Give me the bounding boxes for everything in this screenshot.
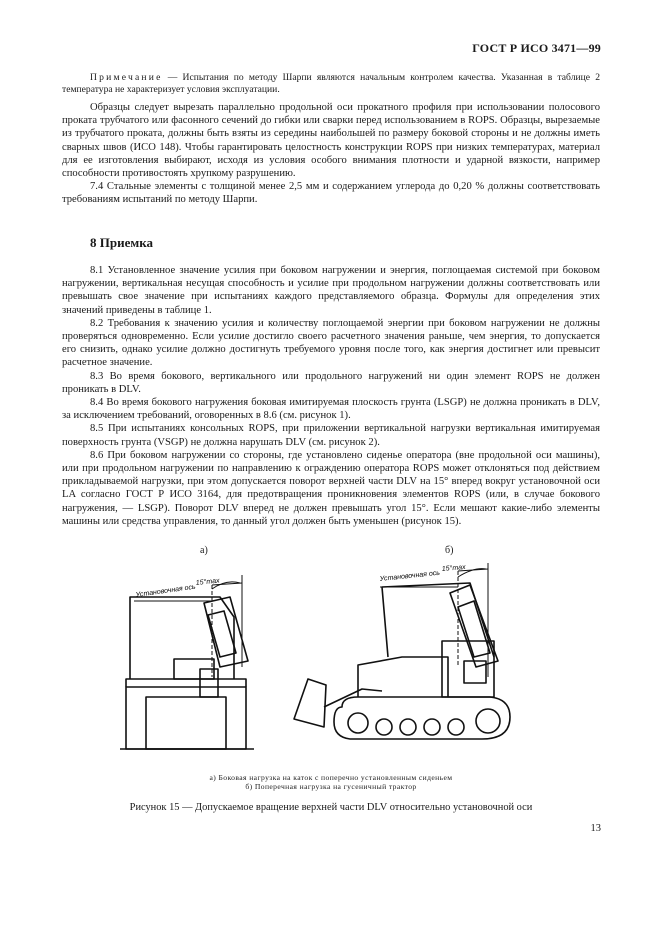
paragraph-8-3: 8.3 Во время бокового, вертикального или продольного нагружений ни один элемент ROPS не должен проникать в DLV. [62, 370, 600, 395]
roller-angle-label: 15°max [195, 577, 220, 587]
text-block-top [62, 101, 600, 207]
figure-subcaption-b: б) Поперечная нагрузка на гусеничный трактор [245, 782, 417, 791]
paragraph-8-1: 8.1 Установленное значение усилия при боковом нагружении и энергия, поглощаемая системой при боковом нагружении, вертикальная несущая способность и усилие при продольном нагружении должны соответствовать или превышать свое значение при испытаниях каждого представляемого образца. Формулы для определения этих значений приведены в таблице 1. [62, 265, 600, 316]
section-title: 8 Приемка [90, 235, 154, 250]
paragraph-8-6: 8.6 При боковом нагружении со стороны, где установлено сиденье оператора (вне продольной оси машины), или при продольном нагружении по направлению к ограждению оператора ROPS может отклоняться под действием прикладываемой нагрузки, при этом допускается поворот верхней части DLV на 15° вперед вокруг установочной оси LA согласно ГОСТ Р ИСО 3164, для предотвращения проникновения элементов ROPS (или, в случае бокового нагружения, — LSGP). Поворот DLV вперед не должен превышать угол 15°. Если мешают какие-либо элементы машины или средства управления, то данный угол должен быть уменьшен (рисунок 15). [62, 449, 600, 527]
figure-caption: Рисунок 15 — Допускаемое вращение верхней части DLV относительно установочной оси [129, 802, 533, 813]
paragraph-samples: Образцы следует вырезать параллельно продольной оси прокатного профиля при использовании полосового проката трубчатого или фасонного сечений до гибки или сварки перед использованием в ROPS. Образцы, вырезаемые из трубчатого проката, должны быть взяты из середины наибольшей по размеру боковой стороны и не должны иметь сварных швов (ИСО 148). Чтобы гарантировать целостность конструкции ROPS при низких температурах, материал для ее изготовления выбирают, исходя из условия особого внимания плотности и ударной вязкости, например способности противостоять хрупкому разрушению. [62, 102, 600, 180]
page-number: 13 [590, 823, 601, 834]
note-label: Примечание [90, 72, 163, 83]
roller-drawing [120, 597, 254, 749]
paragraph-8-4: 8.4 Во время бокового нагружения боковая имитируемая плоскость грунта (LSGP) не должна проникать в DLV, за исключением требований, оговоренных в 8.6 (см. рисунок 1). [62, 397, 600, 422]
paragraph-7-4: 7.4 Стальные элементы с толщиной менее 2,5 мм и содержанием углерода до 0,20 % должны соответствовать требованиям испытаний по методу Шарпи. [62, 181, 600, 206]
tractor-drawing [294, 583, 510, 739]
tractor-angle-label: 15°max [441, 563, 466, 573]
note-text: — Испытания по методу Шарпи являются начальным контролем качества. Указанная в таблице 2 температура не характеризует условия эксплуатации. [62, 72, 600, 95]
page-header: ГОСТ Р ИСО 3471—99 [472, 41, 601, 55]
note-block [62, 72, 600, 96]
figure-15-drawing [112, 557, 552, 767]
paragraph-8-2: 8.2 Требования к значению усилия и количеству поглощаемой энергии при боковом нагружении не должны проверяться одновременно. Если усилие достигло своего расчетного значения раньше, чем энергия, то допускается его снизить, однако усилие должно достигнуть требуемого уровня после того, как энергия достигнет или превысит расчетное значение. [62, 317, 600, 369]
tractor-axis-label: Установочная ось [379, 569, 441, 583]
figure-label-b: б) [445, 545, 454, 556]
roller-axis-label: Установочная ось [135, 583, 197, 599]
figure-label-a: а) [200, 545, 208, 556]
text-block-section-8 [62, 264, 600, 528]
figure-subcaption-a: а) Боковая нагрузка на каток с поперечно установленным сиденьем [209, 773, 453, 782]
paragraph-8-5: 8.5 При испытаниях консольных ROPS, при приложении вертикальной нагрузки вертикальная имитируемая поверхность грунта (VSGP) не должна нарушать DLV (см. рисунок 2). [62, 423, 600, 448]
